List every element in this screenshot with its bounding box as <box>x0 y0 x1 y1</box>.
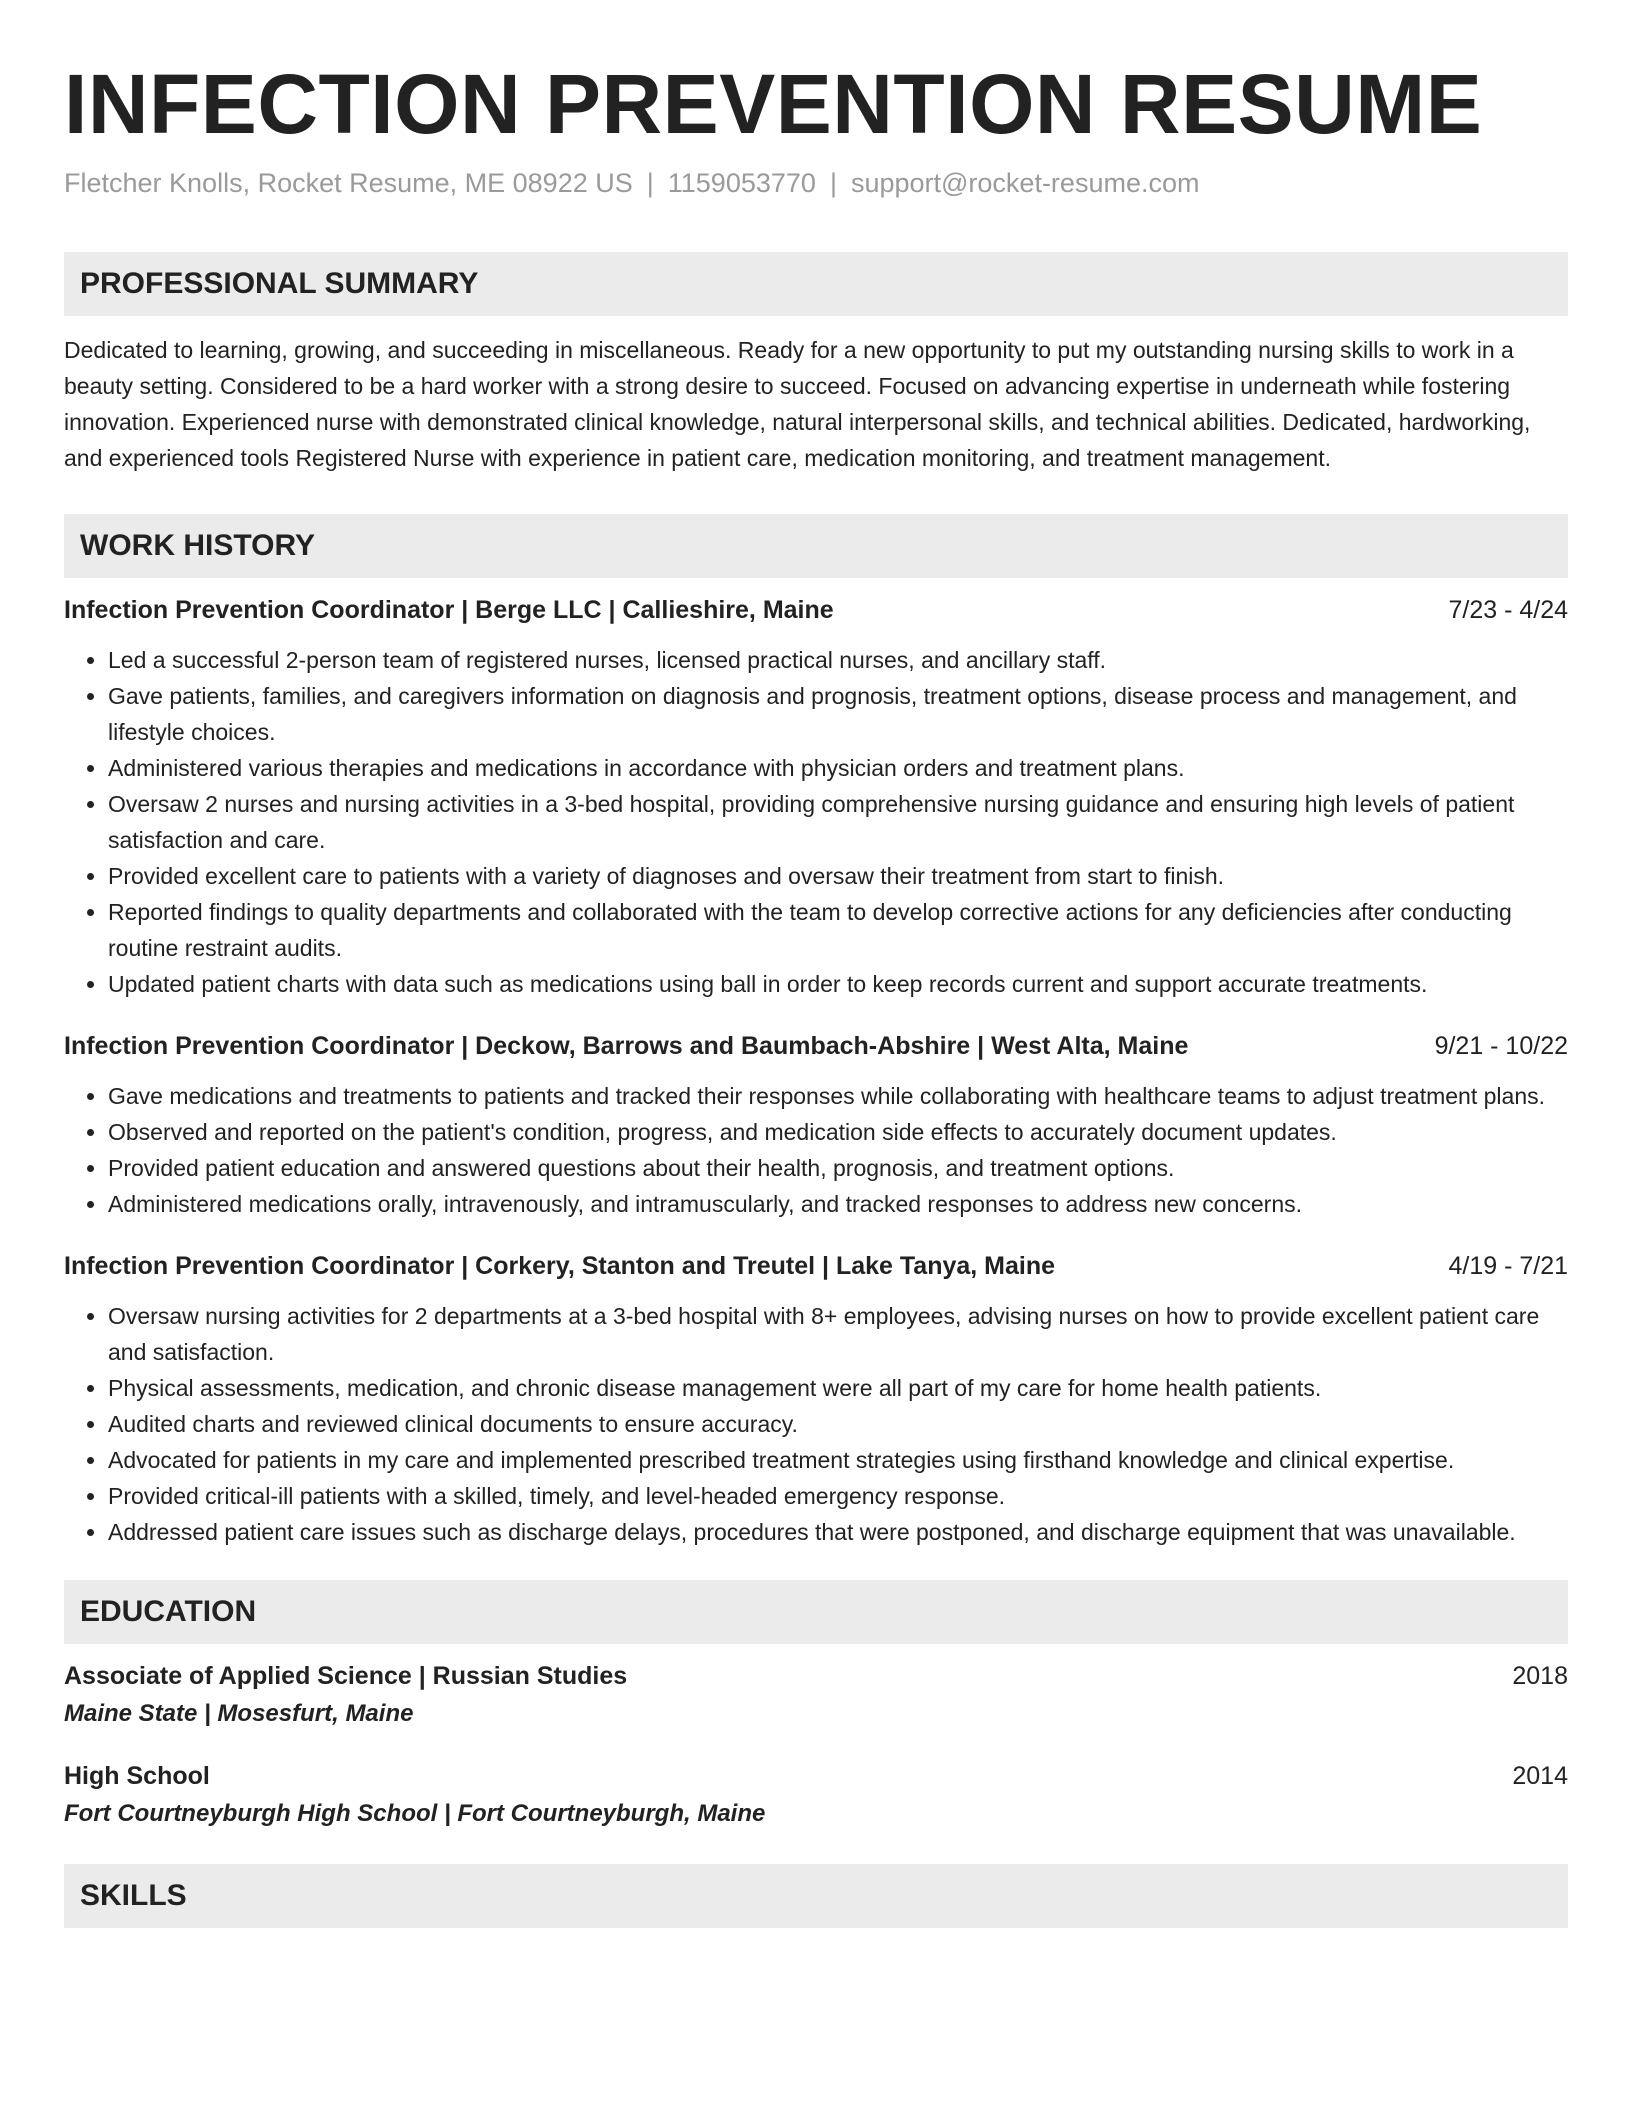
contact-separator: | <box>829 168 837 198</box>
contact-email: support@rocket-resume.com <box>850 168 1200 198</box>
resume-title: INFECTION PREVENTION RESUME <box>64 57 1483 151</box>
job-bullet: • Physical assessments, medication, and chronic disease management were all part of my care for home health patients. <box>108 1370 1568 1406</box>
job-heading <box>64 1248 1568 1284</box>
job-bullet: • Gave medications and treatments to patients and tracked their responses while collaborating with healthcare teams to adjust treatment plans. <box>108 1078 1568 1114</box>
section-header-summary: PROFESSIONAL SUMMARY <box>64 252 1568 316</box>
section-header-skills: SKILLS <box>64 1864 1568 1928</box>
job-bullet: • Audited charts and reviewed clinical documents to ensure accuracy. <box>108 1406 1568 1442</box>
contact-address: Fletcher Knolls, Rocket Resume, ME 08922 US <box>64 168 633 198</box>
job-bullet: • Updated patient charts with data such as medications using ball in order to keep records current and support accurate treatments. <box>108 966 1568 1002</box>
job-bullet: • Gave patients, families, and caregivers information on diagnosis and prognosis, treatment options, disease process and management, and lifestyle choices. <box>108 678 1568 750</box>
education-year: 2014 <box>1512 1762 1568 1790</box>
job-title: Infection Prevention Coordinator | Berge LLC | Callieshire, Maine <box>64 596 834 624</box>
section-header-work-history: WORK HISTORY <box>64 514 1568 578</box>
contact-phone: 1159053770 <box>667 168 816 198</box>
job-bullet: • Provided excellent care to patients with a variety of diagnoses and oversaw their treatment from start to finish. <box>108 858 1568 894</box>
education-entry <box>64 1658 1568 1732</box>
job-bullet: • Administered medications orally, intravenously, and intramuscularly, and tracked responses to address new concerns. <box>108 1186 1568 1222</box>
summary-text: Dedicated to learning, growing, and succeeding in miscellaneous. Ready for a new opportunity to put my outstanding nursing skills to work in a beauty setting. Considered to be a hard worker with a strong desire to succeed. Focused on advancing expertise in underneath while fostering innovation. Experienced nurse with demonstrated clinical knowledge, natural interpersonal skills, and technical abilities. Dedicated, hardworking, and experienced tools Registered Nurse with experience in patient care, medication monitoring, and treatment management. <box>64 337 1531 471</box>
job-entry <box>64 1248 1568 1550</box>
section-header-education: EDUCATION <box>64 1580 1568 1644</box>
job-bullet: • Oversaw nursing activities for 2 departments at a 3-bed hospital with 8+ employees, advising nurses on how to provide excellent patient care and satisfaction. <box>108 1298 1568 1370</box>
job-entry <box>64 1028 1568 1222</box>
job-bullet: • Provided patient education and answered questions about their health, prognosis, and treatment options. <box>108 1150 1568 1186</box>
job-bullet: • Advocated for patients in my care and implemented prescribed treatment strategies using firsthand knowledge and clinical expertise. <box>108 1442 1568 1478</box>
job-bullet: • Observed and reported on the patient's condition, progress, and medication side effects to accurately document updates. <box>108 1114 1568 1150</box>
job-bullet-list <box>64 1078 1568 1222</box>
education-degree: Associate of Applied Science | Russian Studies <box>64 1662 628 1690</box>
job-bullet: • Administered various therapies and medications in accordance with physician orders and treatment plans. <box>108 750 1568 786</box>
job-dates: 9/21 - 10/22 <box>1434 1032 1568 1060</box>
job-bullet: • Oversaw 2 nurses and nursing activities in a 3-bed hospital, providing comprehensive nursing guidance and ensuring high levels of patient satisfaction and care. <box>108 786 1568 858</box>
education-heading <box>64 1658 1568 1694</box>
job-heading <box>64 592 1568 628</box>
job-bullet: • Reported findings to quality departments and collaborated with the team to develop corrective actions for any deficiencies after conducting routine restraint audits. <box>108 894 1568 966</box>
job-dates: 4/19 - 7/21 <box>1448 1252 1568 1280</box>
education-heading <box>64 1758 1568 1794</box>
education-year: 2018 <box>1512 1662 1568 1690</box>
job-bullet: • Addressed patient care issues such as discharge delays, procedures that were postponed, and discharge equipment that was unavailable. <box>108 1514 1568 1550</box>
job-bullet: • Provided critical-ill patients with a skilled, timely, and level-headed emergency response. <box>108 1478 1568 1514</box>
contact-line <box>64 166 1568 200</box>
job-title: Infection Prevention Coordinator | Deckow, Barrows and Baumbach-Abshire | West Alta, Maine <box>64 1032 1189 1060</box>
job-dates: 7/23 - 4/24 <box>1448 596 1568 624</box>
job-bullet: • Led a successful 2-person team of registered nurses, licensed practical nurses, and ancillary staff. <box>108 642 1568 678</box>
education-degree: High School <box>64 1762 210 1790</box>
job-bullet-list <box>64 642 1568 1002</box>
job-title: Infection Prevention Coordinator | Corkery, Stanton and Treutel | Lake Tanya, Maine <box>64 1252 1056 1280</box>
job-bullet-list <box>64 1298 1568 1550</box>
education-entry <box>64 1758 1568 1832</box>
job-entry <box>64 592 1568 1002</box>
contact-separator: | <box>646 168 654 198</box>
education-school: Maine State | Mosesfurt, Maine <box>64 1700 414 1727</box>
job-heading <box>64 1028 1568 1064</box>
education-school: Fort Courtneyburgh High School | Fort Courtneyburgh, Maine <box>64 1800 766 1827</box>
